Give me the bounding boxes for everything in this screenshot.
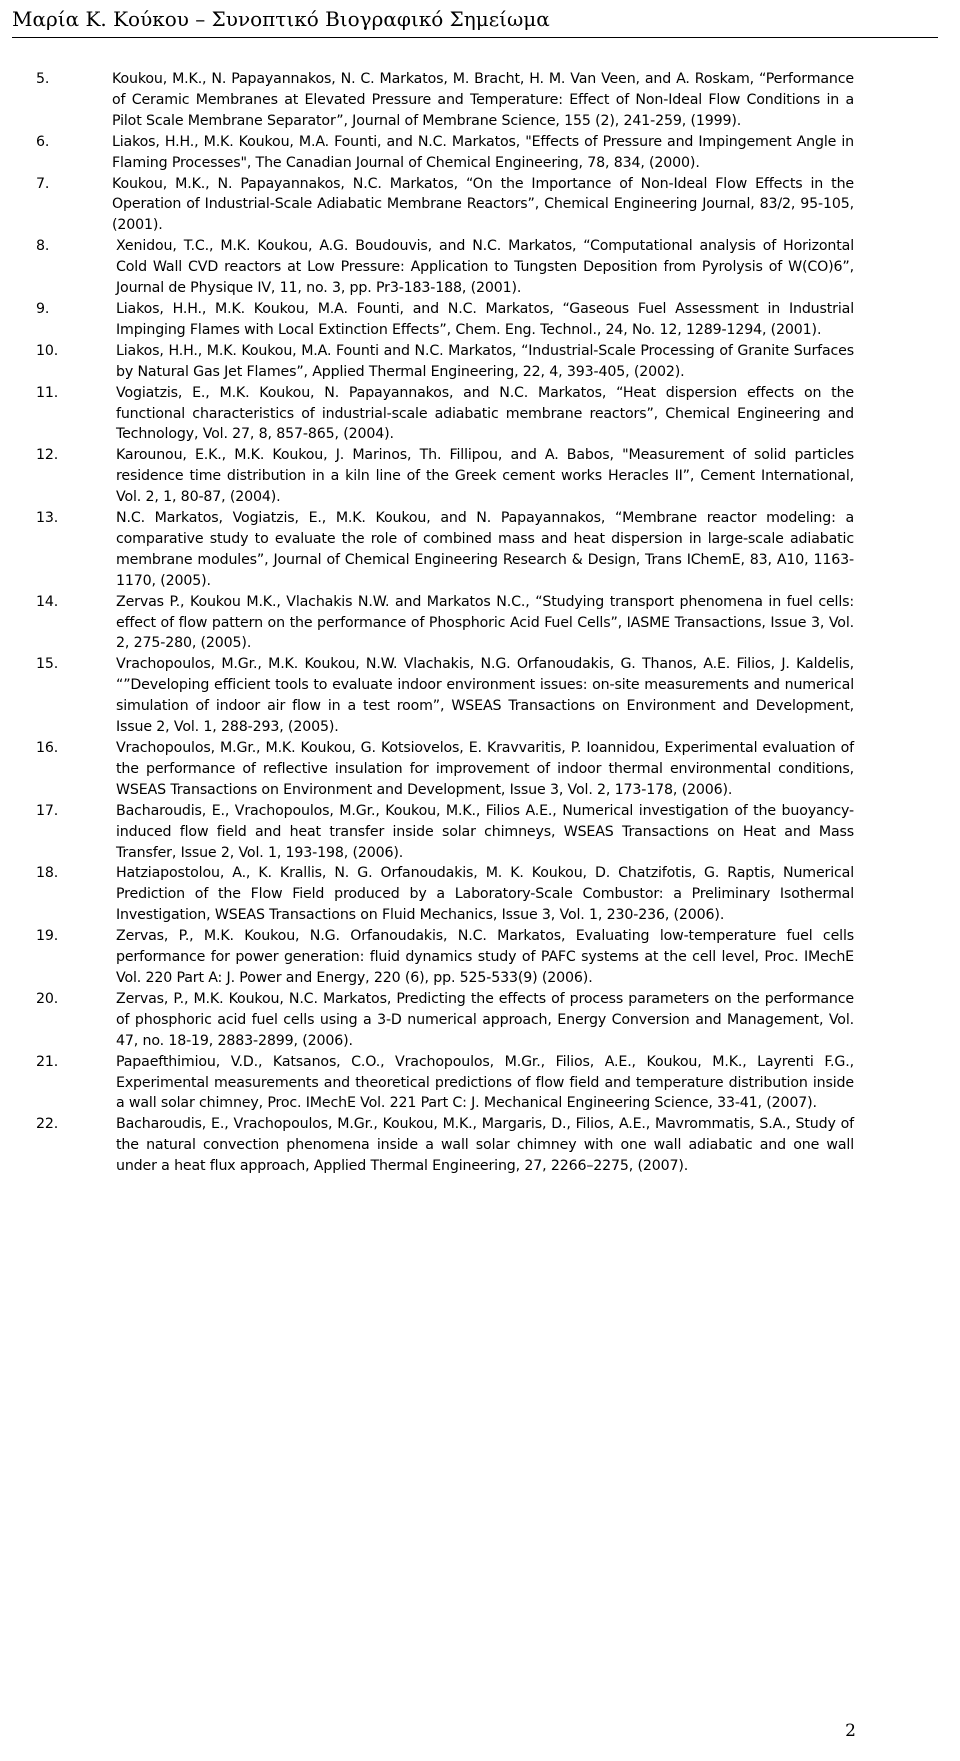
- reference-number: 14.: [36, 593, 59, 610]
- reference-number: 22.: [36, 1116, 59, 1133]
- reference-text: Zervas, P., M.K. Koukou, N.G. Orfanoudakis, N.C. Markatos, Evaluating low-temperature fuel cells performance for power generation: fluid dynamics study of PAFC systems at the cell level, Proc. IMechE Vol. 220 Part A: J. Power and Energy, 220 (6), pp. 525-533(9) (2006).: [116, 928, 854, 986]
- reference-text: Vrachopoulos, M.Gr., M.K. Koukou, G. Kotsiovelos, E. Kravvaritis, P. Ioannidou, Experimental evaluation of the performance of reflective insulation for improvement of indoor thermal environmental conditions, WSEAS Transactions on Environment and Development, Issue 3, Vol. 2, 173-178, (2006).: [116, 740, 854, 798]
- reference-list: [36, 69, 854, 1177]
- reference-item: [36, 236, 854, 299]
- page-header-title: Μαρία Κ. Κούκου – Συνοπτικό Βιογραφικό Σημείωμα: [12, 7, 550, 31]
- reference-item: [36, 299, 854, 341]
- reference-item: [36, 508, 854, 592]
- reference-text: Koukou, M.K., N. Papayannakos, N.C. Markatos, “On the Importance of Non-Ideal Flow Effects in the Operation of Industrial-Scale Adiabatic Membrane Reactors”, Chemical Engineering Journal, 83/2, 95-105, (2001).: [112, 175, 854, 234]
- reference-number: 11.: [36, 384, 59, 401]
- reference-number: 17.: [36, 802, 59, 819]
- reference-text: Zervas, P., M.K. Koukou, N.C. Markatos, Predicting the effects of process parameters on the performance of phosphoric acid fuel cells using a 3-D numerical approach, Energy Conversion and Management, Vol. 47, no. 18-19, 2883-2899, (2006).: [116, 990, 854, 1049]
- reference-text: Bacharoudis, E., Vrachopoulos, M.Gr., Koukou, M.K., Filios A.E., Numerical investigation of the buoyancy-induced flow field and heat transfer inside solar chimneys, WSEAS Transactions on Heat and Mass Transfer, Issue 2, Vol. 1, 193-198, (2006).: [116, 802, 854, 861]
- reference-text: Xenidou, T.C., M.K. Koukou, A.G. Boudouvis, and N.C. Markatos, “Computational analysis of Horizontal Cold Wall CVD reactors at Low Pressure: Application to Tungsten Deposition from Pyrolysis of W(CO)6”, Journal de Physique IV, 11, no. 3, pp. Pr3-183-188, (2001).: [116, 238, 854, 297]
- reference-number: 19.: [36, 928, 59, 945]
- reference-item: [36, 69, 854, 132]
- reference-text: Liakos, H.H., M.K. Koukou, M.A. Founti, and N.C. Markatos, "Effects of Pressure and Impingement Angle in Flaming Processes", The Canadian Journal of Chemical Engineering, 78, 834, (2000).: [112, 133, 854, 171]
- reference-number: 21.: [36, 1053, 59, 1070]
- reference-item: [36, 1052, 854, 1115]
- reference-number: 7.: [36, 175, 50, 192]
- reference-text: Hatziapostolou, A., K. Krallis, N. G. Orfanoudakis, M. K. Koukou, D. Chatzifotis, G. Raptis, Numerical Prediction of the Flow Field produced by a Laboratory-Scale Combustor: a Preliminary Isothermal Investigation, WSEAS Transactions on Fluid Mechanics, Issue 3, Vol. 1, 230-236, (2006).: [116, 865, 854, 924]
- page-header: [12, 4, 938, 38]
- reference-text: Liakos, H.H., M.K. Koukou, M.A. Founti, and N.C. Markatos, “Gaseous Fuel Assessment in Industrial Impinging Flames with Local Extinction Effects”, Chem. Eng. Technol., 24, No. 12, 1289-1294, (2001).: [116, 300, 854, 338]
- reference-number: 6.: [36, 133, 50, 150]
- reference-text: N.C. Markatos, Vogiatzis, E., M.K. Koukou, and N. Papayannakos, “Membrane reactor modeling: a comparative study to evaluate the role of combined mass and heat dispersion in large-scale adiabatic membrane modules”, Journal of Chemical Engineering Research & Design, Trans IChemE, 83, A10, 1163-1170, (2005).: [116, 510, 854, 589]
- reference-item: [36, 926, 854, 989]
- reference-number: 20.: [36, 990, 59, 1007]
- reference-number: 18.: [36, 865, 59, 882]
- reference-text: Vogiatzis, E., M.K. Koukou, N. Papayannakos, and N.C. Markatos, “Heat dispersion effects on the functional characteristics of industrial-scale adiabatic membrane reactors”, Chemical Engineering and Technology, Vol. 27, 8, 857-865, (2004).: [116, 384, 854, 443]
- reference-number: 5.: [36, 71, 50, 87]
- reference-item: [36, 654, 854, 738]
- reference-text: Bacharoudis, E., Vrachopoulos, M.Gr., Koukou, M.K., Margaris, D., Filios, A.E., Mavrommatis, S.A., Study of the natural convection phenomena inside a wall solar chimney with one wall adiabatic and one wall under a heat flux approach, Applied Thermal Engineering, 27, 2266–2275, (2007).: [116, 1116, 854, 1175]
- reference-text: Papaefthimiou, V.D., Katsanos, C.O., Vrachopoulos, M.Gr., Filios, A.E., Koukou, M.K., Layrenti F.G., Experimental measurements and theoretical predictions of flow field and temperature distribution inside a wall solar chimney, Proc. IMechE Vol. 221 Part C: J. Mechanical Engineering Science, 33-41, (2007).: [116, 1053, 854, 1112]
- reference-text: Vrachopoulos, M.Gr., M.K. Koukou, N.W. Vlachakis, N.G. Orfanoudakis, G. Thanos, A.E. Filios, J. Kaldelis, “”Developing efficient tools to evaluate indoor environment issues: on-site measurements and numerical simulation of indoor air flow in a test room”, WSEAS Transactions on Environment and Development, Issue 2, Vol. 1, 288-293, (2005).: [116, 656, 854, 736]
- reference-item: [36, 592, 854, 655]
- reference-item: [36, 383, 854, 446]
- reference-number: 13.: [36, 510, 59, 527]
- reference-text: Zervas P., Koukou M.K., Vlachakis N.W. and Markatos N.C., “Studying transport phenomena in fuel cells: effect of flow pattern on the performance of Phosphoric Acid Fuel Cells”, IASME Transactions, Issue 3, Vol. 2, 275-280, (2005).: [116, 593, 854, 652]
- reference-number: 9.: [36, 300, 50, 317]
- reference-number: 8.: [36, 238, 50, 255]
- reference-number: 16.: [36, 740, 59, 756]
- reference-number: 15.: [36, 656, 59, 673]
- reference-text: Karounou, E.K., M.K. Koukou, J. Marinos, Th. Fillipou, and A. Babos, "Measurement of solid particles residence time distribution in a kiln line of the Greek cement works Heracles II”, Cement International, Vol. 2, 1, 80-87, (2004).: [116, 447, 854, 506]
- reference-text: Koukou, M.K., N. Papayannakos, N. C. Markatos, M. Bracht, H. M. Van Veen, and A. Roskam, “Performance of Ceramic Membranes at Elevated Pressure and Temperature: Effect of Non-Ideal Flow Conditions in a Pilot Scale Membrane Separator”, Journal of Membrane Science, 155 (2), 241-259, (1999).: [112, 71, 854, 129]
- reference-text: Liakos, H.H., M.K. Koukou, M.A. Founti and N.C. Markatos, “Industrial-Scale Processing of Granite Surfaces by Natural Gas Jet Flames”, Applied Thermal Engineering, 22, 4, 393-405, (2002).: [116, 342, 854, 380]
- reference-item: [36, 738, 854, 801]
- reference-number: 12.: [36, 447, 59, 464]
- reference-item: [36, 1114, 854, 1177]
- reference-item: [36, 801, 854, 864]
- reference-number: 10.: [36, 342, 59, 359]
- reference-item: [36, 863, 854, 926]
- page-number: 2: [845, 1721, 856, 1741]
- reference-item: [36, 341, 854, 383]
- reference-item: [36, 989, 854, 1052]
- reference-item: [36, 132, 854, 174]
- reference-item: [36, 174, 854, 237]
- reference-item: [36, 445, 854, 508]
